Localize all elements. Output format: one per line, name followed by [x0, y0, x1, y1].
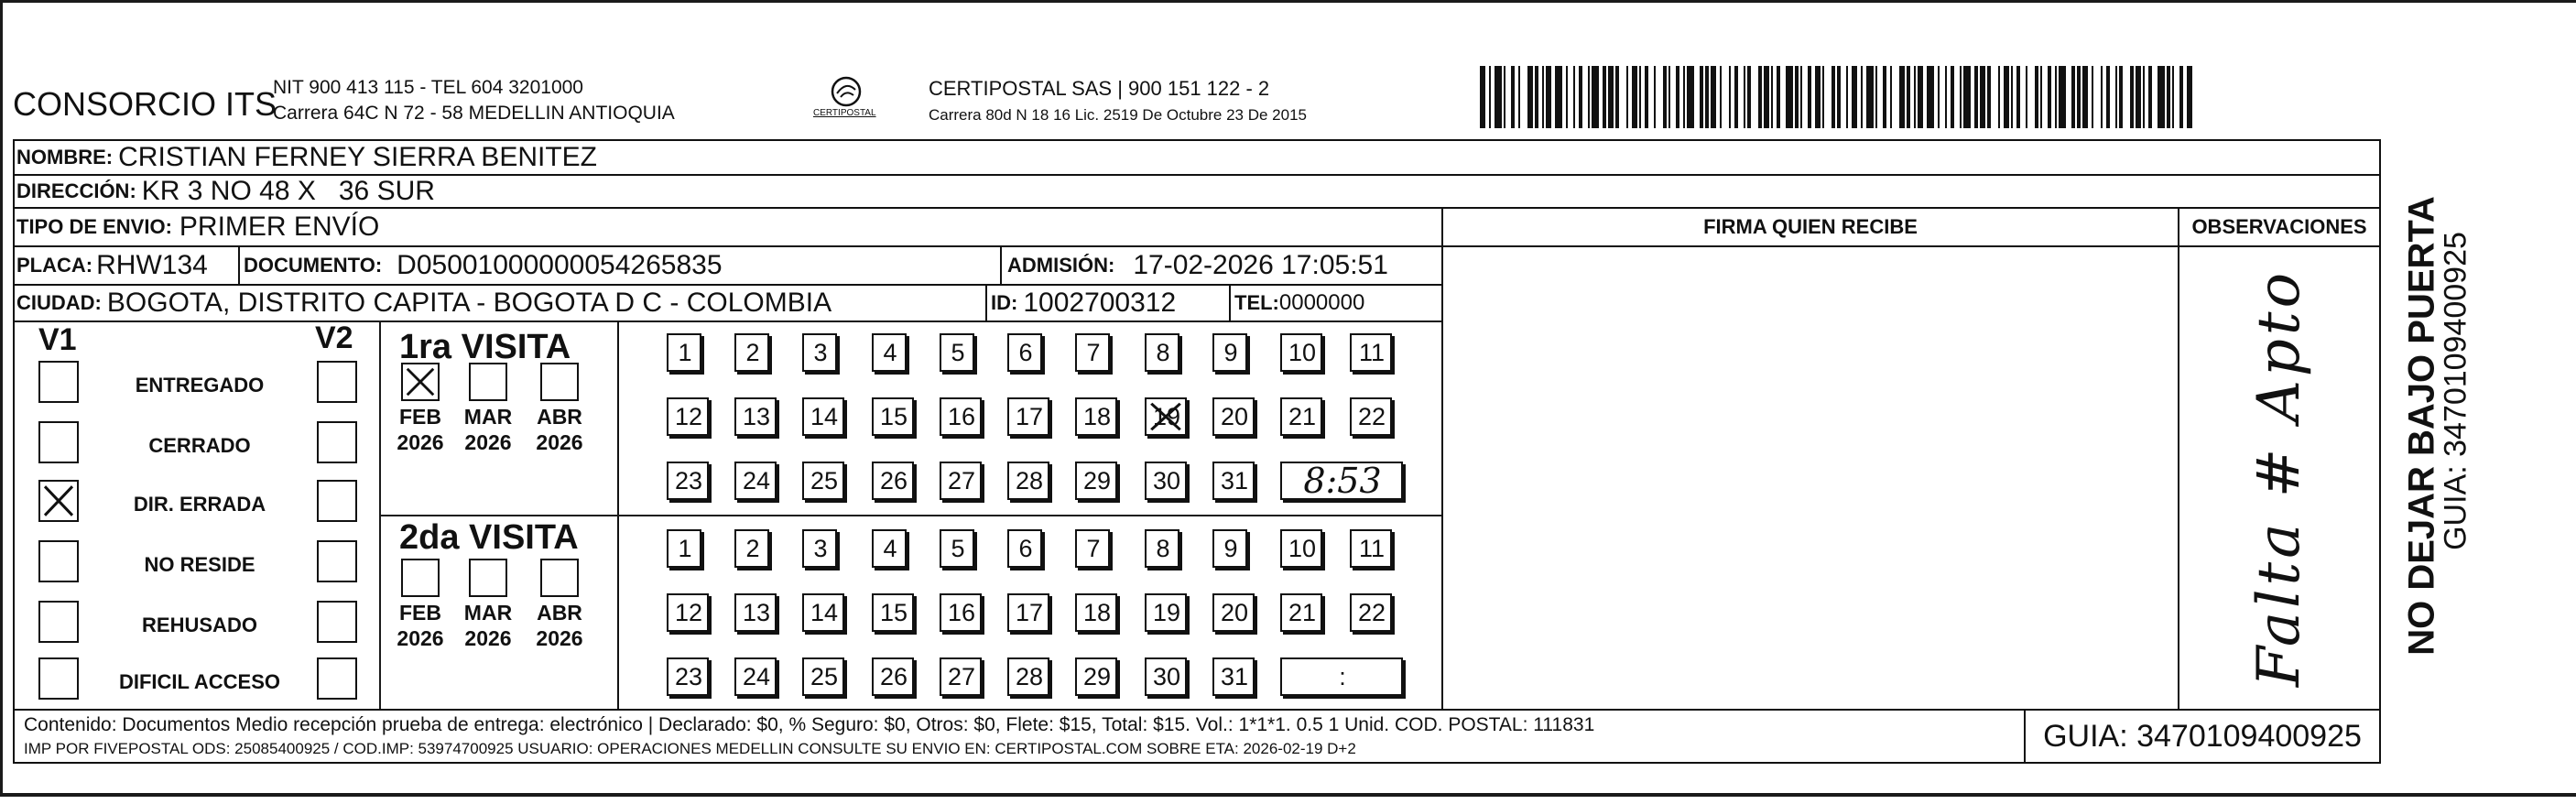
v1-checkbox-3[interactable] [38, 540, 79, 582]
month-year: 2026 [464, 625, 512, 650]
day-number: 15 [879, 402, 908, 430]
footer-guia-box [2024, 709, 2381, 764]
day-number: 20 [1220, 402, 1249, 430]
barcode [1480, 66, 2203, 128]
ciudad-label: CIUDAD: [16, 291, 102, 314]
first-day-box[interactable] [1145, 462, 1187, 500]
second-day-box[interactable] [940, 593, 982, 632]
day-number: 5 [951, 338, 965, 366]
placa-value: RHW134 [96, 250, 208, 280]
day-number: 7 [1086, 534, 1101, 562]
tel-label: TEL: [1234, 291, 1279, 314]
v2-header: V2 [315, 321, 353, 355]
left-border-line [0, 0, 3, 797]
second-day-box[interactable] [1075, 593, 1117, 632]
v2-checkbox-1[interactable] [317, 421, 357, 463]
second-day-box[interactable] [1007, 657, 1049, 696]
first-day-box[interactable] [1212, 333, 1247, 372]
admision-cell [1000, 245, 1443, 286]
visit-separator-line [381, 515, 619, 516]
first-day-box[interactable] [1145, 397, 1187, 436]
day-number: 13 [742, 598, 771, 626]
second-day-box[interactable] [1350, 593, 1392, 632]
ciudad-value: BOGOTA, DISTRITO CAPITA - BOGOTA D C - COLOMBIA [106, 288, 832, 318]
documento-value: D05001000000054265835 [397, 250, 723, 280]
second-day-box[interactable] [667, 593, 709, 632]
day-number: 3 [813, 534, 828, 562]
day-number: 14 [810, 598, 839, 626]
second-day-box[interactable] [940, 657, 982, 696]
first-day-box[interactable] [1212, 397, 1255, 436]
second-day-box[interactable] [734, 657, 777, 696]
first-month-label-1 [458, 405, 518, 455]
day-number: 12 [674, 598, 703, 626]
second-day-box[interactable] [734, 593, 777, 632]
bottom-border-line [0, 793, 2576, 797]
second-day-box[interactable] [1007, 593, 1049, 632]
day-number: 16 [947, 402, 976, 430]
day-number: 6 [1018, 534, 1033, 562]
second-day-box[interactable] [802, 529, 837, 568]
day-number: 29 [1082, 466, 1112, 494]
second-day-box[interactable] [1212, 593, 1255, 632]
carrier-name: CERTIPOSTAL SAS | 900 151 122 - 2 [929, 77, 1270, 100]
admision-value: 17-02-2026 17:05:51 [1133, 250, 1388, 280]
second-day-box[interactable] [1075, 529, 1110, 568]
day-number: 28 [1015, 662, 1044, 690]
first-day-box[interactable] [802, 333, 837, 372]
day-number: 8 [1156, 534, 1170, 562]
observaciones-header [2178, 207, 2381, 247]
month-year: 2026 [536, 625, 583, 650]
day-number: 28 [1015, 466, 1044, 494]
day-number: 10 [1288, 338, 1317, 366]
day-number: 18 [1082, 598, 1112, 626]
month-name: ABR [537, 601, 582, 625]
month-name: FEB [399, 405, 441, 429]
second-day-box[interactable] [1145, 529, 1179, 568]
day-number: 16 [947, 598, 976, 626]
first-day-box[interactable] [872, 333, 907, 372]
month-year: 2026 [397, 429, 444, 454]
id-value: 1002700312 [1023, 288, 1177, 318]
month-name: MAR [463, 601, 513, 625]
first-day-box[interactable] [872, 397, 914, 436]
day-number: 1 [678, 338, 692, 366]
day-number: 5 [951, 534, 965, 562]
day-number: 24 [742, 466, 771, 494]
day-number: 26 [879, 662, 908, 690]
placa-cell [13, 245, 240, 286]
day-number: 4 [883, 534, 897, 562]
v1-checkbox-5[interactable] [38, 657, 79, 700]
v1-checkbox-0[interactable] [38, 361, 79, 403]
first-day-box[interactable] [940, 397, 982, 436]
status-label-2: DIR. ERRADA [133, 493, 266, 516]
first-month-checkbox-2[interactable] [540, 363, 579, 401]
second-month-label-1 [458, 601, 518, 651]
month-name: FEB [399, 601, 441, 625]
second-day-box[interactable] [1280, 593, 1322, 632]
second-day-box[interactable] [802, 593, 844, 632]
first-day-box[interactable] [734, 333, 769, 372]
day-number: 22 [1357, 598, 1386, 626]
first-month-label-0 [390, 405, 451, 455]
day-number: 21 [1288, 402, 1317, 430]
day-number: 26 [879, 466, 908, 494]
day-number: 31 [1220, 662, 1249, 690]
tipo-envio-row [13, 207, 1443, 247]
tel-cell [1229, 284, 1443, 322]
status-label-5: DIFICIL ACCESO [118, 670, 280, 693]
direccion-row [13, 174, 2381, 209]
second-time-box[interactable] [1280, 657, 1403, 696]
second-day-box[interactable] [872, 529, 907, 568]
month-year: 2026 [397, 625, 444, 650]
day-number: 15 [879, 598, 908, 626]
second-day-box[interactable] [802, 657, 844, 696]
tipo-label: TIPO DE ENVIO: [16, 215, 172, 238]
day-number: 22 [1357, 402, 1386, 430]
footer-guia: GUIA: 3470109400925 [2043, 718, 2362, 754]
day-number: 1 [678, 534, 692, 562]
day-number: 7 [1086, 338, 1101, 366]
first-day-box[interactable] [1007, 333, 1042, 372]
observation-text: Falta # Apto [2245, 268, 2313, 688]
month-name: ABR [537, 405, 582, 429]
v2-column-line [379, 321, 381, 711]
footer-contenido: Contenido: Documentos Medio recepción prueba de entrega: electrónico | Declarado: $0, % Seguro: $0, Otros: $0, Flete: $15, Total: $15. Vol.: 1*1*1. 0.5 1 Unid. COD. POSTAL: 111831 [24, 714, 1595, 735]
first-day-box[interactable] [1075, 333, 1110, 372]
first-day-box[interactable] [1007, 462, 1049, 500]
day-number: 25 [810, 466, 839, 494]
first-day-box[interactable] [1007, 397, 1049, 436]
second-day-box[interactable] [1075, 657, 1117, 696]
v2-checkbox-4[interactable] [317, 601, 357, 643]
side-guia [2429, 137, 2484, 714]
top-border-line [0, 0, 2576, 3]
day-number: 30 [1152, 466, 1181, 494]
x-mark-icon [40, 482, 77, 520]
second-day-box[interactable] [734, 529, 769, 568]
id-cell [985, 284, 1231, 322]
status-label-0: ENTREGADO [135, 374, 265, 397]
first-day-box[interactable] [1075, 397, 1117, 436]
side-warning-text: NO DEJAR BAJO PUERTA [2401, 196, 2442, 656]
visit-separator-line-2 [619, 515, 1441, 516]
v1-header: V1 [38, 322, 77, 357]
tel-value: 0000000 [1278, 290, 1365, 315]
second-month-label-2 [529, 601, 590, 651]
ciudad-cell [13, 284, 987, 322]
month-name: MAR [463, 405, 513, 429]
documento-cell [238, 245, 1002, 286]
first-month-checkbox-0[interactable] [401, 363, 440, 401]
first-day-box[interactable] [1212, 462, 1255, 500]
v2-checkbox-0[interactable] [317, 361, 357, 403]
company-nit: NIT 900 413 115 - TEL 604 3201000 [273, 77, 583, 98]
placa-label: PLACA: [16, 254, 93, 277]
day-number: 19 [1152, 402, 1181, 430]
observaciones-label: OBSERVACIONES [2191, 215, 2367, 238]
day-number: 27 [947, 466, 976, 494]
first-day-box[interactable] [1280, 333, 1322, 372]
admision-label: ADMISIÓN: [1007, 254, 1115, 277]
first-day-box[interactable] [734, 397, 777, 436]
first-month-label-2 [529, 405, 590, 455]
first-day-box[interactable] [802, 397, 844, 436]
first-time-value: 8:53 [1303, 461, 1382, 501]
nombre-value: CRISTIAN FERNEY SIERRA BENITEZ [118, 142, 597, 172]
second-day-box[interactable] [1007, 529, 1042, 568]
day-number: 8 [1156, 338, 1170, 366]
v1-checkbox-4[interactable] [38, 601, 79, 643]
day-number: 30 [1152, 662, 1181, 690]
day-number: 12 [674, 402, 703, 430]
second-day-box[interactable] [1350, 529, 1392, 568]
second-day-box[interactable] [872, 593, 914, 632]
direccion-label: DIRECCIÓN: [16, 179, 136, 202]
day-number: 11 [1358, 534, 1386, 562]
day-number: 17 [1015, 598, 1044, 626]
day-number: 6 [1018, 338, 1033, 366]
day-number: 3 [813, 338, 828, 366]
second-day-box[interactable] [940, 529, 974, 568]
x-mark-icon [403, 364, 438, 399]
day-number: 14 [810, 402, 839, 430]
day-number: 18 [1082, 402, 1112, 430]
logo-text: CERTIPOSTAL [813, 108, 876, 118]
handwritten-observation [2178, 245, 2381, 711]
id-label: ID: [991, 291, 1018, 314]
second-day-box[interactable] [1145, 593, 1187, 632]
first-day-box[interactable] [667, 333, 701, 372]
documento-label: DOCUMENTO: [244, 254, 383, 277]
status-label-1: CERRADO [148, 434, 251, 457]
company-name: CONSORCIO ITS [13, 85, 277, 123]
second-day-box[interactable] [1212, 657, 1255, 696]
day-number: 2 [745, 534, 760, 562]
second-month-checkbox-1[interactable] [469, 559, 507, 597]
day-number: 13 [742, 402, 771, 430]
carrier-address: Carrera 80d N 18 16 Lic. 2519 De Octubre 23 De 2015 [929, 106, 1307, 124]
day-number: 2 [745, 338, 760, 366]
day-number: 10 [1288, 534, 1317, 562]
day-number: 20 [1220, 598, 1249, 626]
second-month-label-0 [390, 601, 451, 651]
certipostal-logo [810, 73, 883, 125]
v1-checkbox-2[interactable] [38, 480, 79, 522]
first-time-box[interactable] [1280, 462, 1403, 500]
first-day-box[interactable] [1280, 397, 1322, 436]
second-time-value: : [1339, 662, 1346, 690]
company-address: Carrera 64C N 72 - 58 MEDELLIN ANTIOQUIA [273, 103, 675, 124]
firma-label: FIRMA QUIEN RECIBE [1703, 215, 1918, 238]
first-day-box[interactable] [940, 462, 982, 500]
first-day-box[interactable] [1145, 333, 1179, 372]
v1-checkbox-1[interactable] [38, 421, 79, 463]
side-guia-text: GUIA: 3470109400925 [2438, 232, 2473, 551]
day-number: 4 [883, 338, 897, 366]
direccion-value: KR 3 NO 48 X 36 SUR [141, 176, 435, 206]
nombre-label: NOMBRE: [16, 146, 114, 168]
month-year: 2026 [464, 429, 512, 454]
second-day-box[interactable] [1280, 529, 1322, 568]
second-day-box[interactable] [667, 529, 701, 568]
day-number: 24 [742, 662, 771, 690]
v2-checkbox-3[interactable] [317, 540, 357, 582]
first-day-box[interactable] [940, 333, 974, 372]
day-number: 25 [810, 662, 839, 690]
status-label-4: REHUSADO [142, 614, 257, 636]
day-number: 27 [947, 662, 976, 690]
day-number: 29 [1082, 662, 1112, 690]
day-number: 23 [674, 662, 703, 690]
first-day-box[interactable] [1350, 397, 1392, 436]
day-number: 21 [1288, 598, 1317, 626]
tipo-value: PRIMER ENVÍO [179, 212, 380, 242]
v2-checkbox-2[interactable] [317, 480, 357, 522]
first-day-box[interactable] [667, 397, 709, 436]
day-number: 19 [1152, 598, 1181, 626]
first-day-box[interactable] [734, 462, 777, 500]
first-day-box[interactable] [802, 462, 844, 500]
day-number: 23 [674, 466, 703, 494]
first-day-box[interactable] [1350, 333, 1392, 372]
second-day-box[interactable] [667, 657, 709, 696]
second-month-checkbox-2[interactable] [540, 559, 579, 597]
second-day-box[interactable] [1212, 529, 1247, 568]
footer-imp: IMP POR FIVEPOSTAL ODS: 25085400925 / COD.IMP: 53974700925 USUARIO: OPERACIONES MEDELLIN CONSULTE SU ENVIO EN: CERTIPOSTAL.COM SOBRE ETA: 2026-02-19 D+2 [24, 740, 1356, 757]
second-day-box[interactable] [872, 657, 914, 696]
month-year: 2026 [536, 429, 583, 454]
first-day-box[interactable] [872, 462, 914, 500]
day-number: 17 [1015, 402, 1044, 430]
second-month-checkbox-0[interactable] [401, 559, 440, 597]
nombre-row [13, 139, 2381, 176]
firma-area [1441, 245, 2179, 711]
footer-info [13, 709, 2026, 764]
firma-header [1441, 207, 2179, 247]
day-number: 9 [1223, 338, 1238, 366]
day-number: 31 [1220, 466, 1249, 494]
v2-checkbox-5[interactable] [317, 657, 357, 700]
first-visit-title: 1ra VISITA [399, 328, 571, 366]
day-number: 9 [1223, 534, 1238, 562]
x-mark-icon [1147, 399, 1185, 434]
second-day-box[interactable] [1145, 657, 1187, 696]
first-day-box[interactable] [1075, 462, 1117, 500]
status-label-3: NO RESIDE [144, 553, 255, 576]
first-day-box[interactable] [667, 462, 709, 500]
day-number: 11 [1358, 338, 1386, 366]
first-month-checkbox-1[interactable] [469, 363, 507, 401]
second-visit-title: 2da VISITA [399, 518, 579, 557]
